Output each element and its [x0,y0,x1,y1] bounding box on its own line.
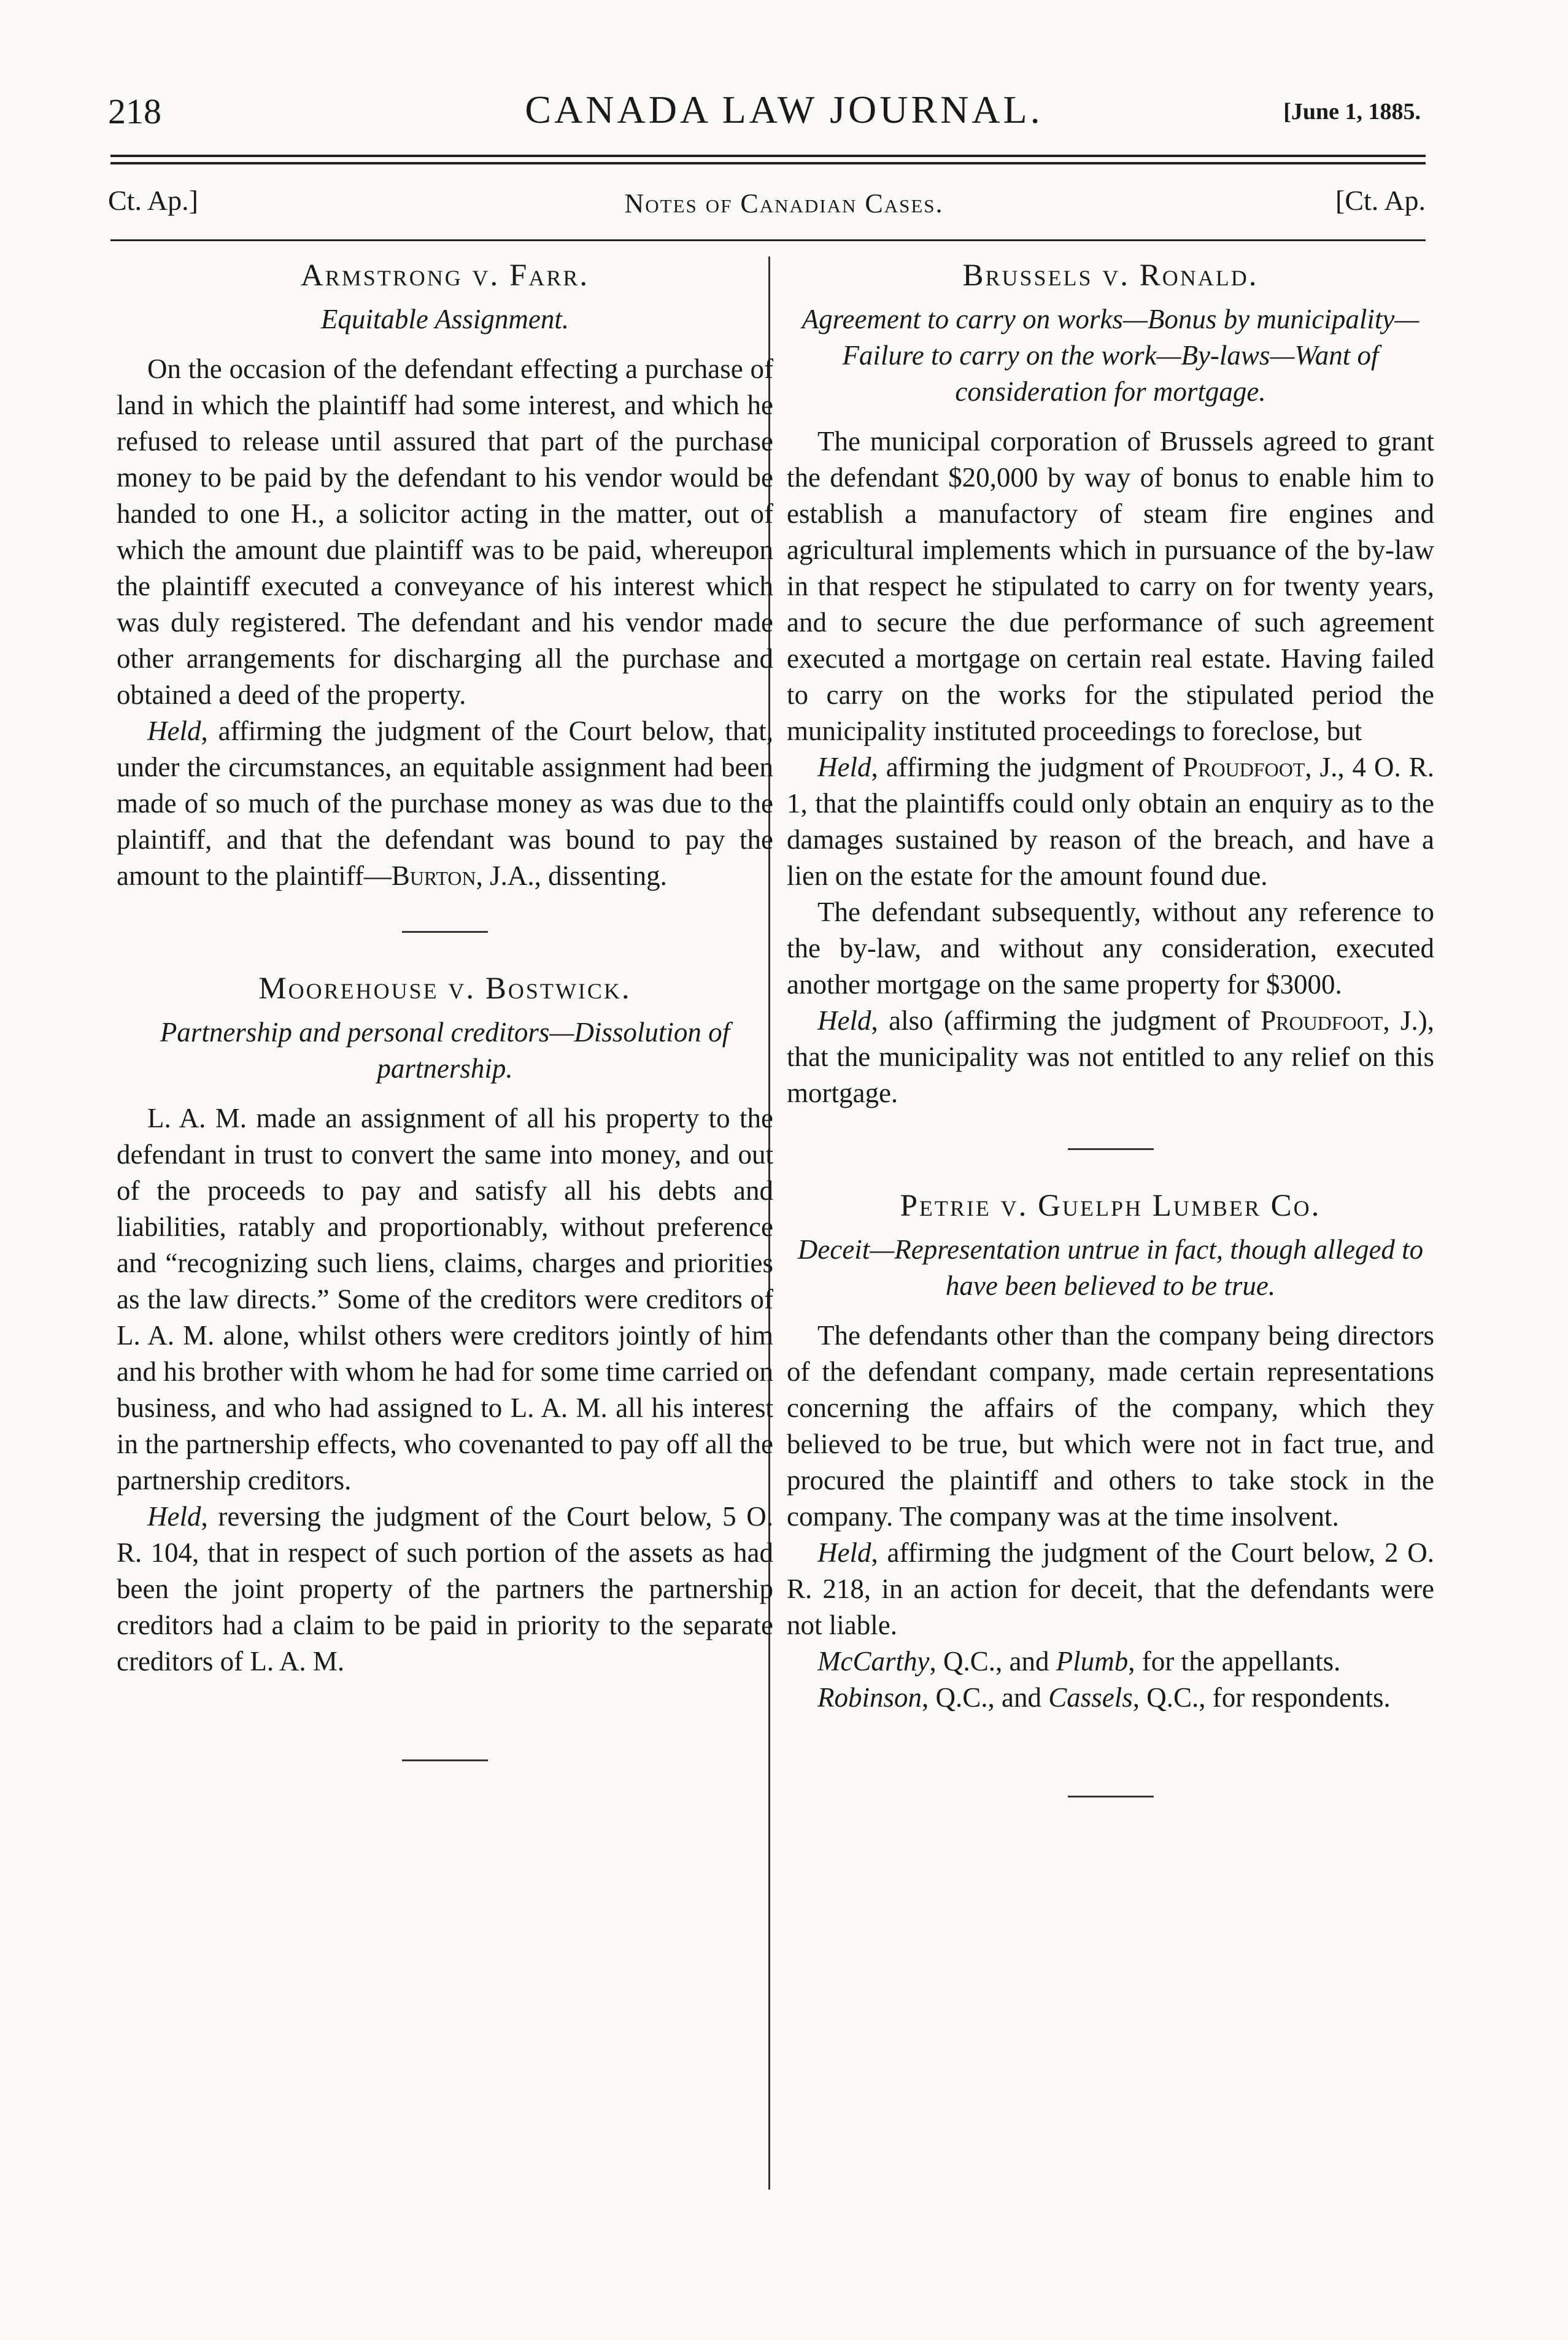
held-label: Held [147,716,201,746]
counsel-appellants [787,1643,1434,1680]
counsel-name: Robinson [817,1682,922,1713]
case-subject: Equitable Assignment. [320,304,570,334]
holding-text-end: , J., 4 O. R. 1, that the plaintiffs could only obtain an enquiry as to the damages sustained by reason of the breach, and have a lien on the estate for the amount found due. [787,752,1434,891]
case-title: Moorehouse v. Bostwick. [258,971,631,1006]
counsel-respondents [787,1680,1434,1716]
held-label: Held [817,1005,871,1036]
counsel-text: , Q.C., for respondents. [1132,1682,1391,1713]
case-petrie-v-guelph-lumber [787,1188,1434,1716]
case-separator [402,1759,488,1761]
case-brussels-v-ronald [787,258,1434,1111]
case-facts: The municipal corporation of Brussels agreed to grant the defendant $20,000 by way of bonus to enable him to establish a manufactory of steam fire engines and agricultural implements which in pursuance of the by-law in that respect he stipulated to carry on for twenty years, and to secure the due performance of such agreement executed a mortgage on certain real estate. Having failed to carry on the works for the stipulated period the municipality instituted proceedings to foreclose, but [787,426,1434,746]
header-rule [110,162,1426,164]
section-title: Notes of Canadian Cases. [624,188,944,218]
case-separator [1068,1148,1154,1150]
case-separator [1068,1796,1154,1797]
court-label-left: Ct. Ap.] [108,185,198,216]
case-subject: Agreement to carry on works—Bonus by municipality—Failure to carry on the work—By-laws—Want of consideration for mortgage. [801,304,1419,407]
case-subject: Deceit—Representation untrue in fact, though alleged to have been believed to be true. [797,1234,1424,1301]
case-facts: The defendants other than the company being directors of the defendant company, made certain representations concerning the affairs of the company, which they believed to be true, but which were not in fact true, and procured the plaintiff and others to take stock in the company. The company was at the time insolvent. [787,1320,1434,1532]
header-rule [110,155,1426,157]
counsel-name: Cassels [1048,1682,1133,1713]
left-column [117,258,773,1799]
case-facts: On the occasion of the defendant effecting a purchase of land in which the plaintiff had some interest, and which he refused to release until assured that part of the purchase money to be paid by the defendant to his vendor would be handed to one H., a solicitor acting in the matter, out of which the amount due plaintiff was to be paid, whereupon the plaintiff executed a conveyance of his interest which was duly registered. The defendant and his vendor made other arrangements for discharging all the purchase and obtained a deed of the property. [117,353,773,710]
counsel-name: McCarthy [817,1646,930,1677]
counsel-text: , Q.C., and [922,1682,1049,1713]
holding-text: , affirming the judgment of [871,752,1183,782]
held-label: Held [147,1501,201,1532]
case-title: Petrie v. Guelph Lumber Co. [900,1189,1321,1223]
counsel-name: Plumb [1056,1646,1129,1677]
case-holding [117,1499,773,1680]
holding-text-end: , J.), that the municipality was not entitled to any relief on this mortgage. [787,1005,1434,1108]
case-moorehouse-v-bostwick [117,971,773,1680]
page-number: 218 [108,91,161,131]
case-holding [787,1003,1434,1111]
holding-text: , affirming the judgment of the Court below, 2 O. R. 218, in an action for deceit, that the defendants were not liable. [787,1537,1434,1640]
case-holding [787,749,1434,894]
judge-name: Proudfoot [1261,1005,1383,1036]
case-armstrong-v-farr [117,258,773,894]
section-rule [110,239,1426,241]
judge-name: Proudfoot [1183,752,1305,782]
journal-title: CANADA LAW JOURNAL. [525,88,1043,131]
case-subject: Partnership and personal creditors—Dissolution of partnership. [160,1017,730,1084]
right-column [787,258,1434,1836]
holding-text-end: , J.A., dissenting. [476,860,667,891]
held-label: Held [817,1537,871,1568]
counsel-text: , Q.C., and [929,1646,1056,1677]
case-title: Armstrong v. Farr. [300,258,590,293]
holding-text: , affirming the judgment of the Court below, that, under the circumstances, an equitable assignment had been made of so much of the purchase money as was due to the plaintiff, and that the defendant was bound to pay the amount to the plaintiff— [117,716,773,891]
case-facts-continued: The defendant subsequently, without any reference to the by-law, and without any consideration, executed another mortgage on the same property for $3000. [787,897,1434,1000]
judge-name: Burton [391,860,476,891]
case-title: Brussels v. Ronald. [962,258,1259,293]
case-separator [402,931,488,933]
holding-text: , also (affirming the judgment of [871,1005,1261,1036]
court-label-right: [Ct. Ap. [1335,185,1426,216]
issue-date: [June 1, 1885. [1283,99,1421,125]
case-holding [117,713,773,894]
case-holding [787,1535,1434,1643]
case-facts: L. A. M. made an assignment of all his property to the defendant in trust to convert the same into money, and out of the proceeds to pay and satisfy all his debts and liabilities, ratably and proportionably, without preference and “recognizing such liens, claims, charges and priorities as the law directs.” Some of the creditors were creditors of L. A. M. alone, whilst others were creditors jointly of him and his brother with whom he had for some time carried on business, and who had assigned to L. A. M. all his interest in the partnership effects, who covenanted to pay off all the partnership creditors. [117,1103,773,1496]
counsel-text: , for the appellants. [1128,1646,1341,1677]
holding-text: , reversing the judgment of the Court below, 5 O. R. 104, that in respect of such portion of the assets as had been the joint property of the partners the partnership creditors had a claim to be paid in priority to the separate creditors of L. A. M. [117,1501,773,1677]
held-label: Held [817,752,871,782]
